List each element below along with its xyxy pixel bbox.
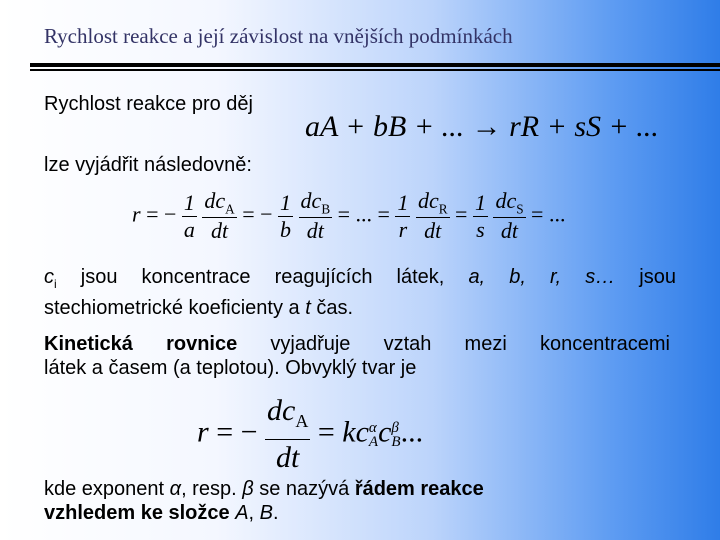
concentration-paragraph: $c_i$ jsou koncentrace reagujících látek, a, b, r, s… jsou stechiometrické koeficienty a t čas. [44, 266, 676, 319]
frac-dcA-dt: $\frac{dc_A}{dt}$ [204, 188, 235, 244]
rate-symbol: r [197, 415, 209, 449]
minus-sign: − [260, 201, 273, 227]
reaction-equation [305, 110, 659, 144]
title-divider-thin [30, 69, 720, 71]
intro-line [44, 92, 253, 116]
rate-equation [132, 188, 565, 244]
intro-rest: pro děj [186, 93, 253, 115]
eq-sign: = [377, 201, 390, 227]
title-divider-thick [30, 63, 720, 67]
eq-sign: = [146, 201, 159, 227]
frac-dcR-dt: $\frac{dc_R}{dt}$ [417, 188, 448, 244]
minus-sign: − [163, 201, 177, 227]
reaction-left: aA + bB + ... [305, 110, 465, 143]
frac-1-b: $\frac{1}{b}$ [280, 189, 292, 242]
ellipsis: ... [355, 201, 373, 227]
frac-dcS-dt: $\frac{dc_S}{dt}$ [495, 188, 524, 244]
slide-title: Rychlost reakce a její závislost na vnějších podmínkách [44, 24, 513, 48]
rate-symbol: r [132, 201, 141, 227]
order-paragraph: kde exponent α, resp. β se nazývá řádem reakce vzhledem ke složce A, B. [44, 478, 484, 524]
frac-1-a: $\frac{1}{a}$ [183, 189, 195, 242]
trailing-ellipsis: = ... [531, 201, 566, 227]
reaction-arrow: → [471, 110, 502, 143]
frac-dcA-dt: $\frac{dc_A}{dt}$ [267, 394, 309, 474]
kinetic-paragraph: Kinetická rovnice vyjadřuje vztah mezi koncentracemi látek a časem (a teplotou). Obvyklý tvar je [44, 333, 671, 379]
eq-sign: = [317, 415, 335, 449]
frac-1-r: $\frac{1}{r}$ [397, 189, 409, 242]
eq-sign: = [337, 201, 351, 227]
eq-sign: = [455, 201, 468, 227]
kinetic-equation: r = − $\frac{dc_A}{dt}$ = kc α A c β B ... [197, 394, 424, 474]
intro-bold: Rychlost reakce [44, 93, 187, 115]
eq-sign: = [242, 201, 255, 227]
rate-constant: kc [342, 415, 369, 449]
frac-dcB-dt: $\frac{dc_B}{dt}$ [300, 188, 331, 244]
frac-1-s: $\frac{1}{s}$ [474, 189, 486, 242]
eq-minus: = − [216, 415, 258, 449]
expression-line: lze vyjádřit následovně: [44, 154, 252, 176]
reaction-right: rR + sS + ... [509, 110, 659, 143]
